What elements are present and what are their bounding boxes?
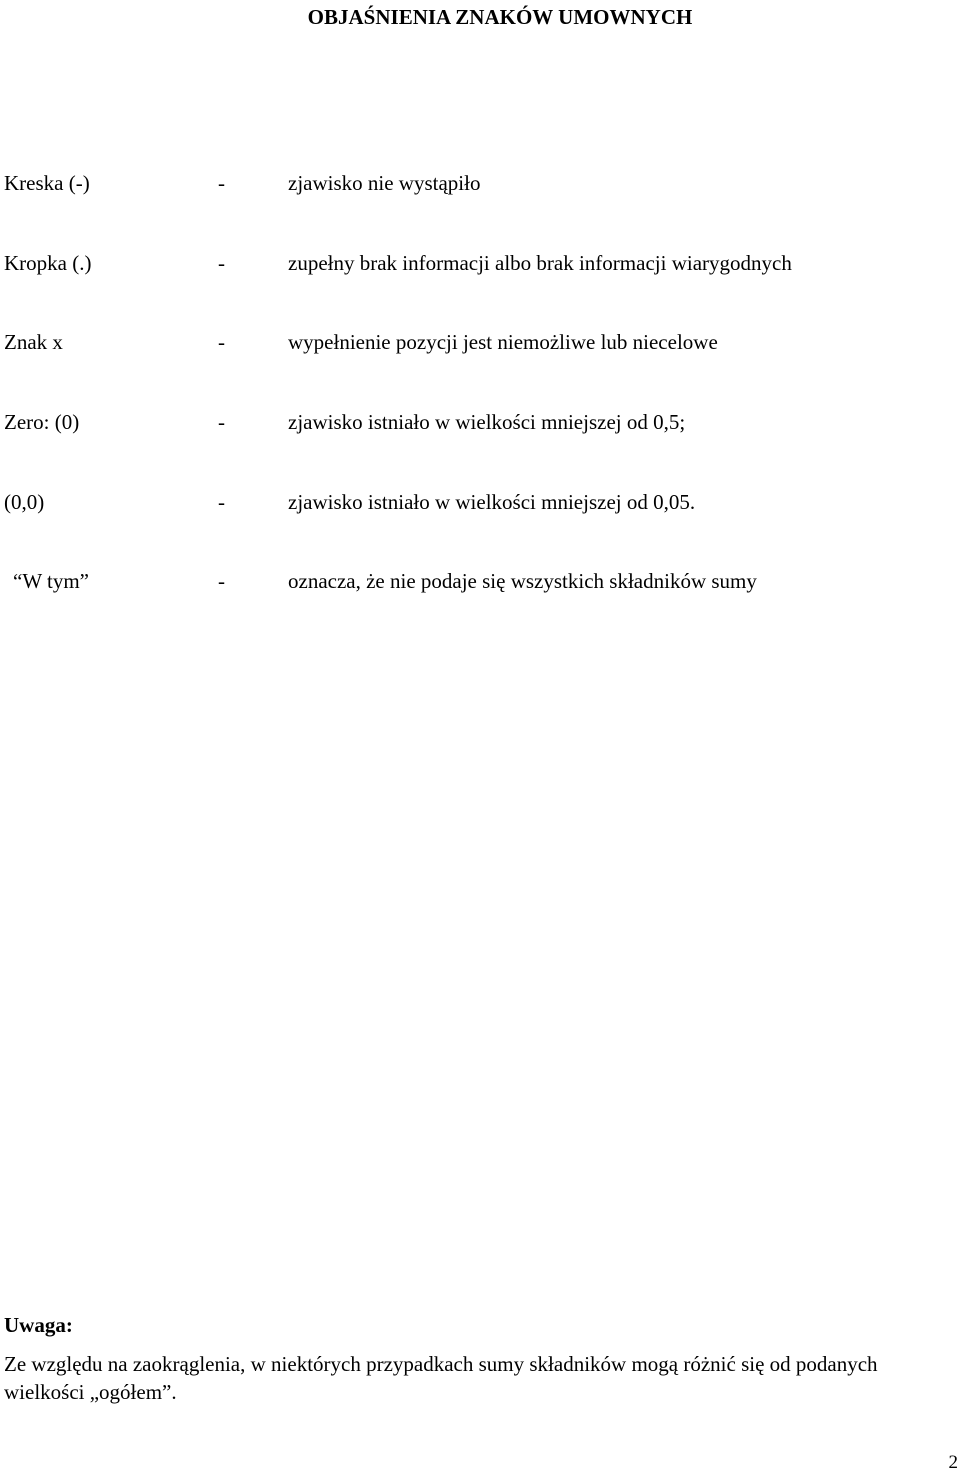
legend-description: zjawisko istniało w wielkości mniejszej od 0,05. (288, 490, 696, 514)
legend-symbol: (0,0) (4, 490, 45, 514)
note-heading: Uwaga: (4, 1313, 73, 1337)
legend-row-zero (0, 408, 960, 436)
legend-separator: - (218, 490, 225, 514)
legend-symbol: Znak x (4, 330, 63, 354)
legend-separator: - (218, 251, 225, 275)
legend-symbol: Zero: (0) (4, 410, 80, 434)
legend-row-dash (0, 169, 960, 197)
legend-row-zero-decimal (0, 488, 960, 516)
legend-description: zjawisko nie wystąpiło (288, 171, 481, 195)
legend-description: zupełny brak informacji albo brak informacji wiarygodnych (288, 251, 792, 275)
legend-row-dot (0, 249, 960, 277)
legend-description: oznacza, że nie podaje się wszystkich składników sumy (288, 569, 757, 593)
legend-separator: - (218, 569, 225, 593)
legend-separator: - (218, 410, 225, 434)
legend-symbol: Kropka (.) (4, 251, 92, 275)
legend-symbol: “W tym” (13, 569, 90, 593)
legend-row-x (0, 328, 960, 356)
note-text: Ze względu na zaokrąglenia, w niektórych przypadkach sumy składników mogą różnić się od podanych wielkości „ogółem”. (4, 1352, 878, 1404)
page-title: OBJAŚNIENIA ZNAKÓW UMOWNYCH (307, 5, 693, 29)
legend-description: wypełnienie pozycji jest niemożliwe lub niecelowe (288, 330, 718, 354)
legend-separator: - (218, 330, 225, 354)
legend-symbol: Kreska (-) (4, 171, 90, 195)
legend-description: zjawisko istniało w wielkości mniejszej od 0,5; (288, 410, 686, 434)
page-number: 2 (948, 1452, 958, 1473)
legend-row-w-tym (0, 567, 960, 595)
legend-separator: - (218, 171, 225, 195)
